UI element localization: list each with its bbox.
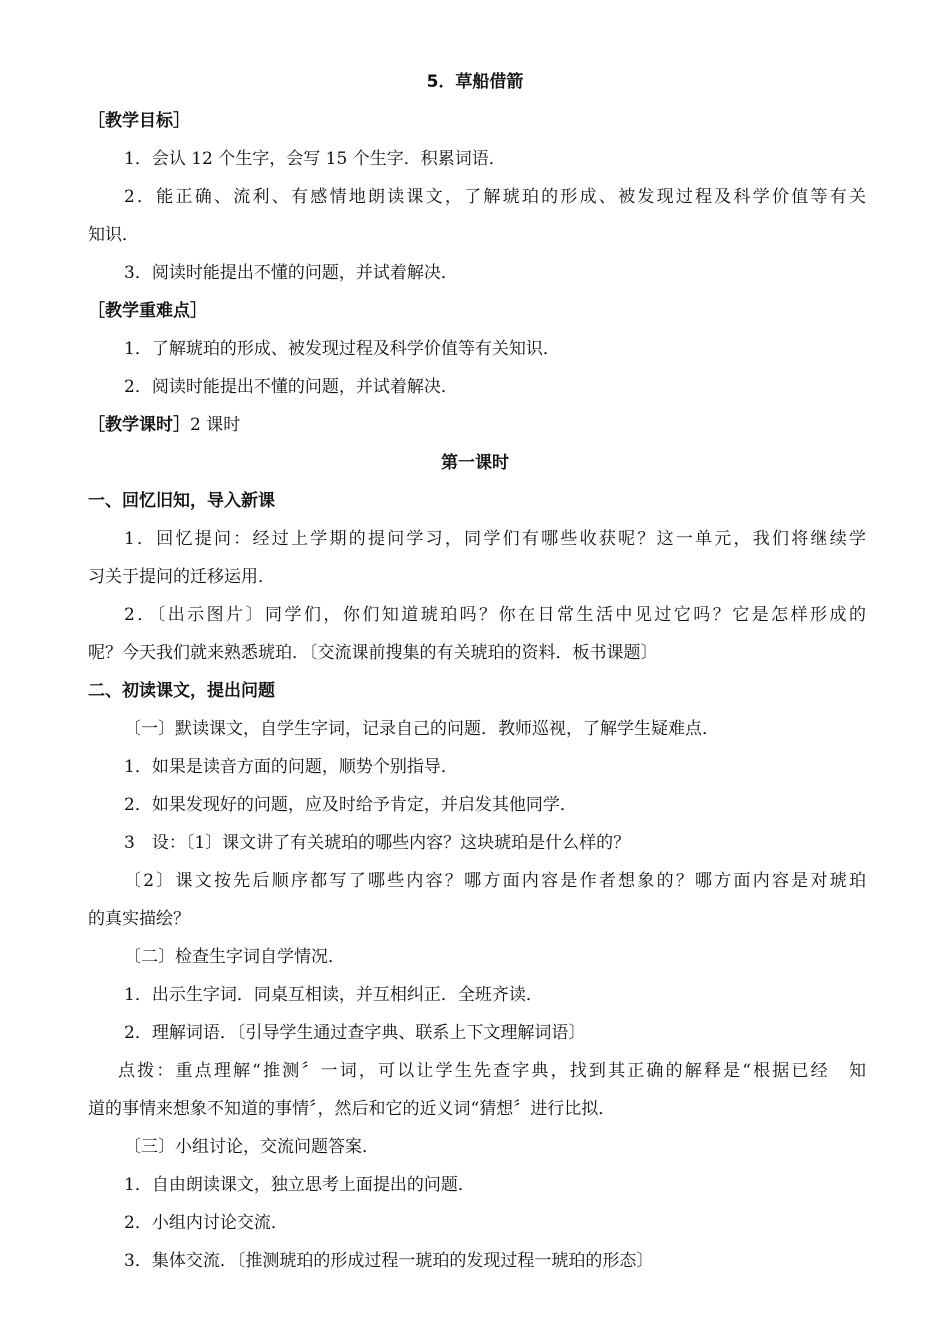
teaching-hours-line [88, 414, 240, 436]
goal-item-2-cont: 知识． [88, 225, 139, 245]
key-item-1: 1．了解琥珀的形成、被发现过程及科学价值等有关知识． [124, 339, 560, 359]
section-1-para-2: 2．〔出示图片〕同学们，你们知道琥珀吗？你在日常生活中见过它吗？它是怎样形成的 [124, 605, 866, 625]
section-2-line-2: 1．如果是读音方面的问题，顺势个别指导． [124, 757, 458, 777]
heading-teaching-hours: ［教学课时］ [88, 415, 190, 435]
section-2-line-7: 1．出示生字词．同桌互相读，并互相纠正．全班齐读． [124, 985, 543, 1005]
section-2-line-13: 3．集体交流．〔推测琥珀的形成过程一琥珀的发现过程一琥珀的形态〕 [124, 1251, 654, 1271]
section-2-line-3: 2．如果发现好的问题，应及时给予肯定，并启发其他同学． [124, 795, 577, 815]
section-2-line-8: 2．理解词语．〔引导学生通过查字典、联系上下文理解词语〕 [124, 1023, 586, 1043]
section-2-heading: 二、初读课文，提出问题 [88, 681, 275, 701]
section-2-line-9: 点拨：重点理解“推测〞一词，可以让学生先查字典，找到其正确的解释是“根据已经 知 [118, 1061, 866, 1081]
section-2-line-5-cont: 的真实描绘？ [88, 909, 190, 929]
goal-item-3: 3．阅读时能提出不懂的问题，并试着解决． [124, 263, 458, 283]
document-title: 5．草船借箭 [426, 72, 524, 92]
section-2-line-5: 〔2〕课文按先后顺序都写了哪些内容？哪方面内容是作者想象的？哪方面内容是对琥珀 [124, 871, 866, 891]
section-1-para-1-cont: 习关于提问的迁移运用． [88, 567, 275, 587]
section-1-para-1: 1．回忆提问：经过上学期的提问学习，同学们有哪些收获呢？这一单元，我们将继续学 [124, 529, 866, 549]
section-2-line-11: 1．自由朗读课文，独立思考上面提出的问题． [124, 1175, 475, 1195]
teaching-hours-value: 2 课时 [190, 415, 241, 435]
section-1-para-2-cont: 呢？今天我们就来熟悉琥珀．〔交流课前搜集的有关琥珀的资料．板书课题〕 [88, 643, 658, 663]
key-item-2: 2．阅读时能提出不懂的问题，并试着解决． [124, 377, 458, 397]
section-1-heading: 一、回忆旧知，导入新课 [88, 491, 275, 511]
section-2-line-6: 〔二〕检查生字词自学情况． [124, 947, 345, 967]
section-2-line-9-cont: 道的事情来想象不知道的事情〞，然后和它的近义词“猜想〞进行比拟． [88, 1099, 616, 1119]
section-2-line-10: 〔三〕小组讨论，交流问题答案． [124, 1137, 379, 1157]
goal-item-1: 1．会认 12 个生字，会写 15 个生字．积累词语． [124, 149, 506, 169]
section-2-line-4: 3 设：〔1〕课文讲了有关琥珀的哪些内容？这块琥珀是什么样的？ [124, 833, 631, 853]
goal-item-2: 2．能正确、流利、有感情地朗读课文，了解琥珀的形成、被发现过程及科学价值等有关 [124, 187, 866, 207]
section-2-line-1: 〔一〕默读课文，自学生字词，记录自己的问题．教师巡视，了解学生疑难点． [124, 719, 719, 739]
lesson-title: 第一课时 [441, 453, 509, 473]
heading-teaching-goals: ［教学目标］ [88, 111, 190, 131]
heading-key-points: ［教学重难点］ [88, 301, 207, 321]
section-2-line-12: 2．小组内讨论交流． [124, 1213, 288, 1233]
